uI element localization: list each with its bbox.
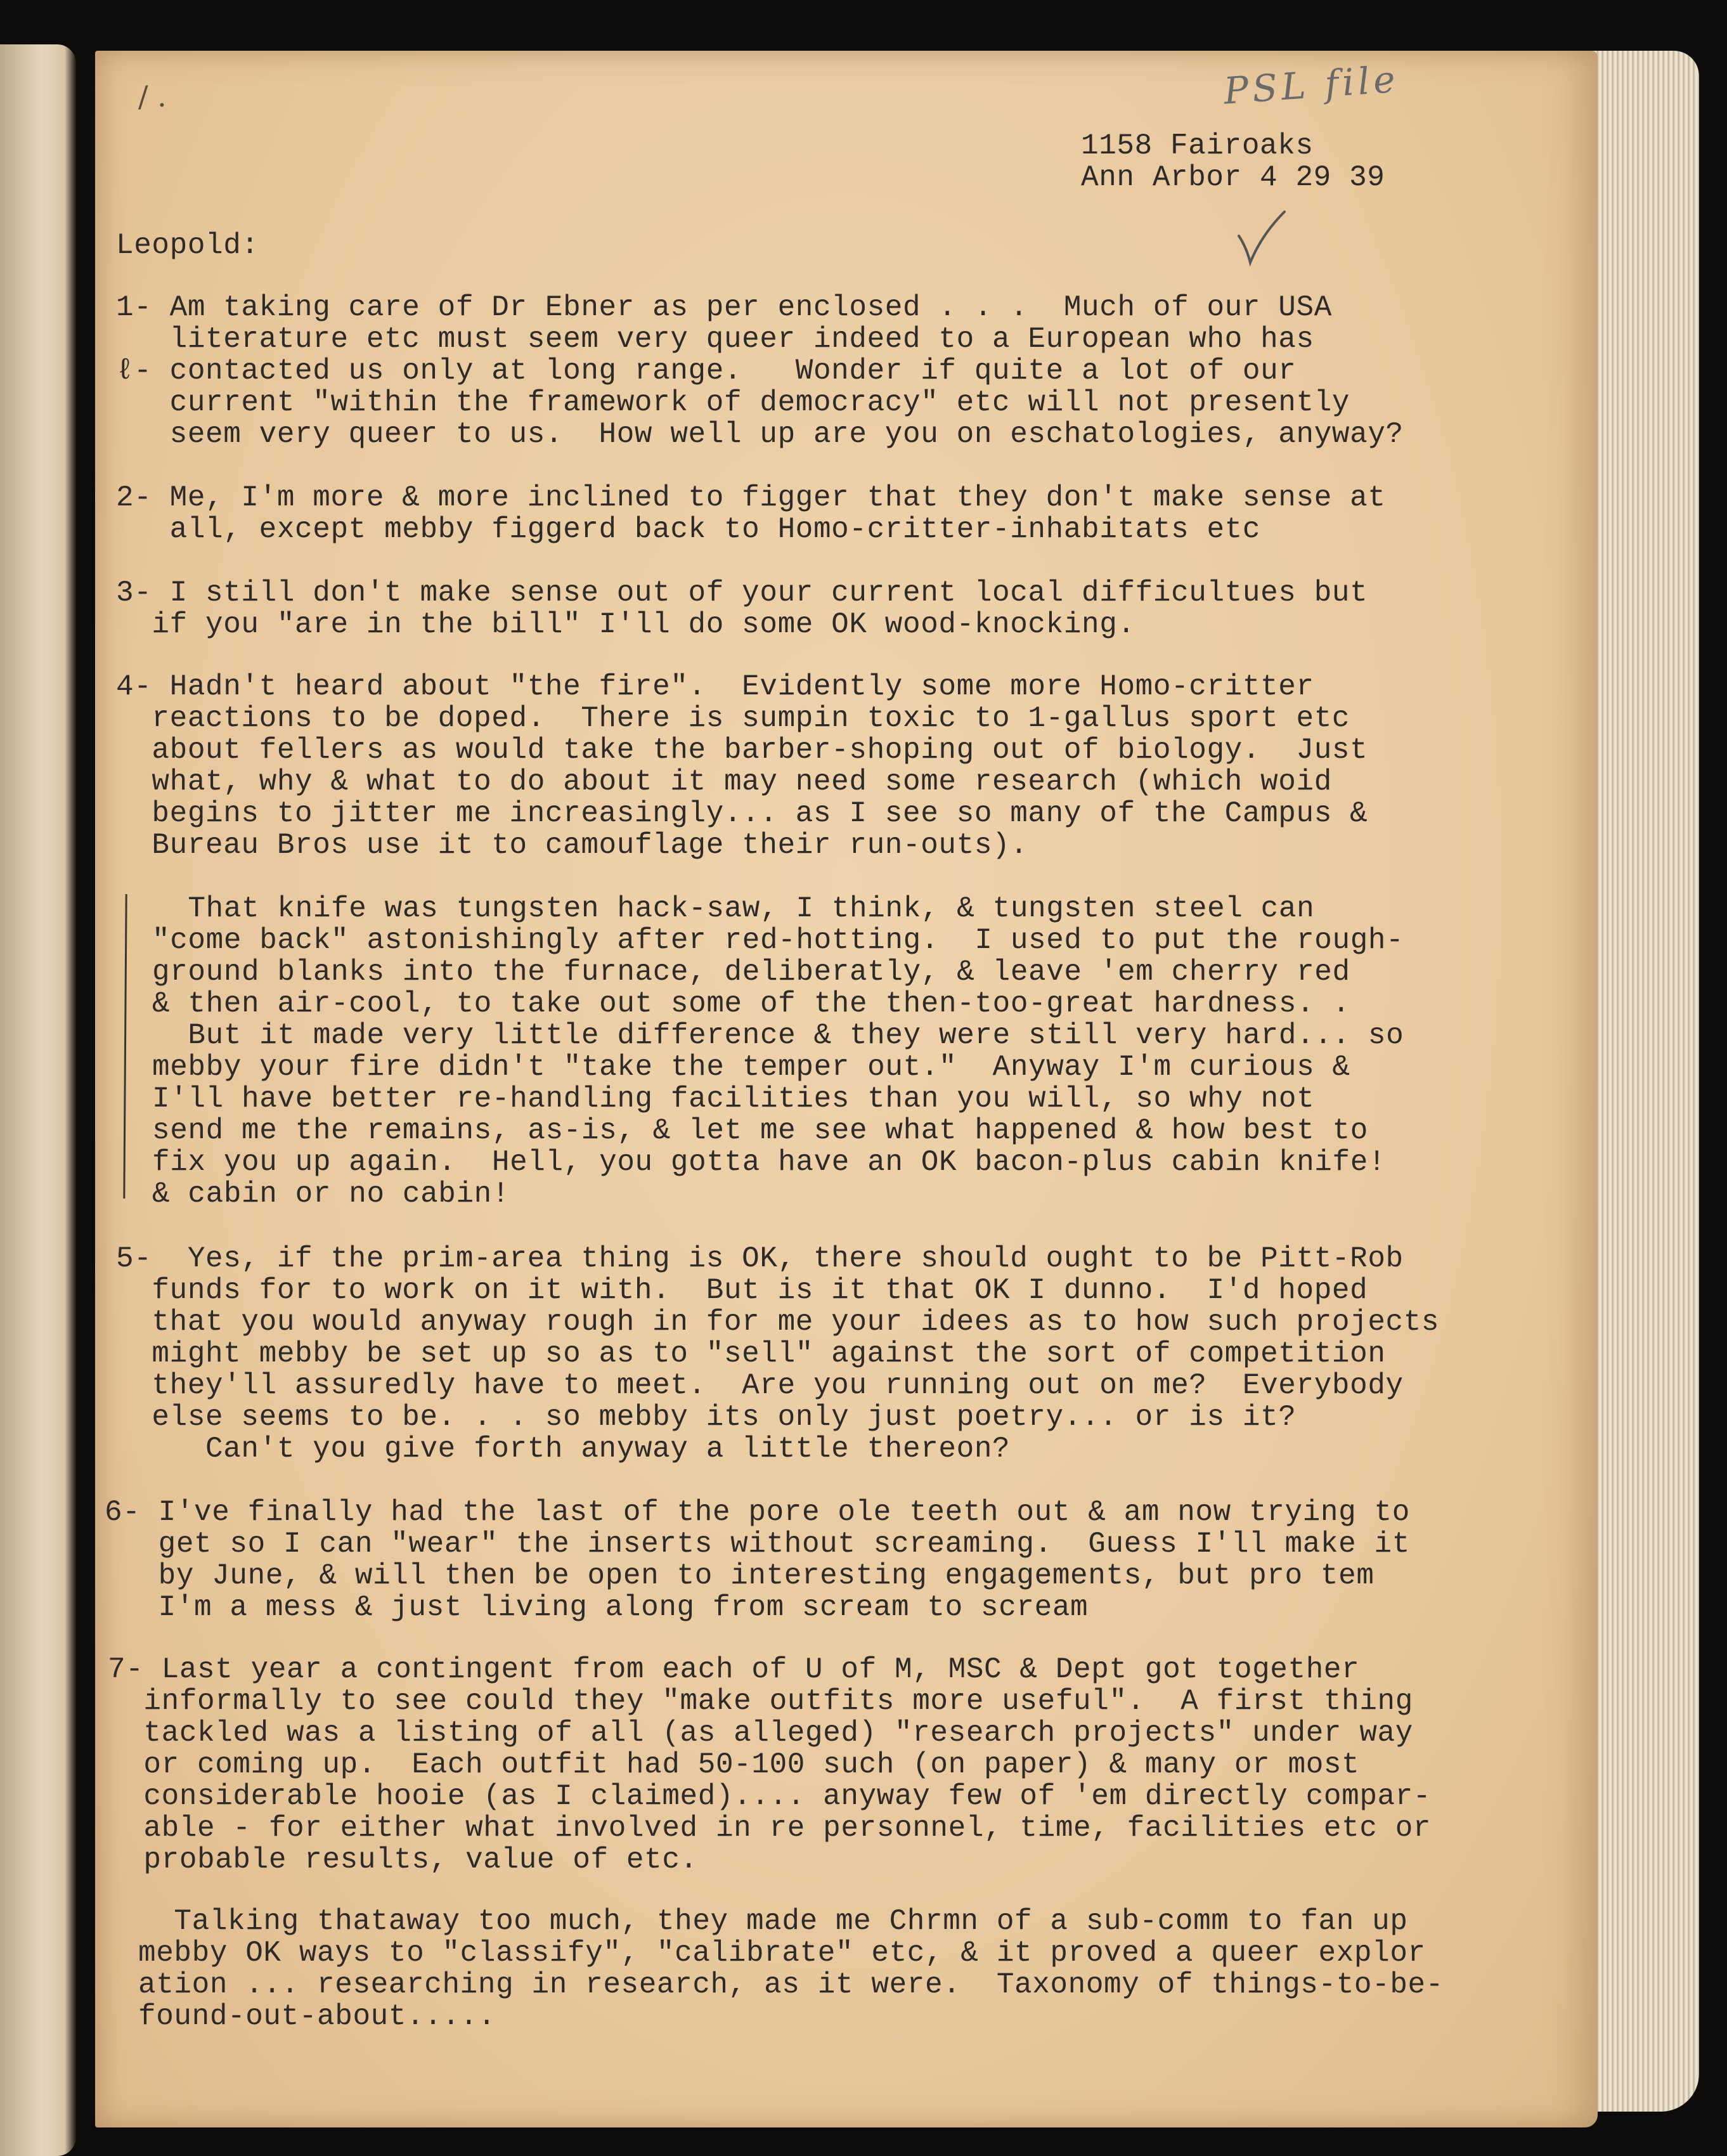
text-line: 1- Am taking care of Dr Ebner as per enclosed . . . Much of our USA <box>116 291 1332 324</box>
text-line: ation ... researching in research, as it were. Taxonomy of things-to-be- <box>138 1968 1444 2001</box>
text-line: 4- Hadn't heard about "the fire". Evidently some more Homo-critter <box>116 670 1314 703</box>
text-line: fix you up again. Hell, you gotta have an OK bacon-plus cabin knife! <box>152 1146 1387 1179</box>
check-mark-icon <box>1236 209 1287 266</box>
text-line: funds for to work on it with. But is it that OK I dunno. I'd hoped <box>116 1274 1368 1307</box>
text-line: they'll assuredly have to meet. Are you running out on me? Everybody <box>116 1369 1404 1402</box>
text-line: 7- Last year a contingent from each of U of M, MSC & Dept got together <box>108 1653 1360 1686</box>
text-line: informally to see could they "make outfits more useful". A first thing <box>108 1685 1413 1718</box>
text-line: literature etc must seem very queer indeed to a European who has <box>116 323 1314 356</box>
paragraph-5 <box>116 1243 1439 1465</box>
text-line: considerable hooie (as I claimed).... anyway few of 'em directly compar- <box>108 1780 1432 1813</box>
paragraph-knife <box>152 893 1404 1210</box>
text-line: 5- Yes, if the prim-area thing is OK, there should ought to be Pitt-Rob <box>116 1242 1404 1275</box>
paragraph-6 <box>105 1497 1410 1623</box>
text-line: found-out-about..... <box>138 2000 496 2033</box>
text-line: 3- I still don't make sense out of your current local difficultues but <box>116 576 1368 609</box>
text-line: ℓ- contacted us only at long range. Wonder if quite a lot of our <box>116 354 1297 387</box>
text-line: else seems to be. . . so mebby its only just poetry... or is it? <box>116 1401 1297 1434</box>
text-line: tackled was a listing of all (as alleged) "research projects" under way <box>108 1717 1413 1750</box>
text-line: But it made very little difference & they were still very hard... so <box>152 1019 1404 1052</box>
text-line: Talking thataway too much, they made me Chrmn of a sub-comm to fan up <box>138 1905 1408 1938</box>
text-line: send me the remains, as-is, & let me see what happened & how best to <box>152 1114 1368 1147</box>
text-line: ground blanks into the furnace, deliberatly, & leave 'em cherry red <box>152 956 1350 989</box>
text-line: current "within the framework of democracy" etc will not presently <box>116 386 1350 419</box>
text-line: 2- Me, I'm more & more inclined to figger that they don't make sense at <box>116 481 1386 514</box>
salutation: Leopold: <box>116 229 259 262</box>
text-line: "come back" astonishingly after red-hotting. I used to put the rough- <box>152 924 1404 957</box>
paragraph-4 <box>116 671 1368 861</box>
paragraph-7 <box>108 1654 1431 1876</box>
text-line: mebby OK ways to "classify", "calibrate" etc, & it proved a queer explor <box>138 1937 1426 1970</box>
text-line: Bureau Bros use it to camouflage their run-outs). <box>116 829 1028 862</box>
paragraph-taxonomy <box>138 1906 1444 2032</box>
text-line: & then air-cool, to take out some of the then-too-great hardness. . <box>152 987 1350 1020</box>
paragraph-2 <box>116 482 1386 545</box>
text-line: what, why & what to do about it may need some research (which woid <box>116 765 1332 798</box>
text-line: that you would anyway rough in for me your idees as to how such projects <box>116 1306 1440 1339</box>
text-line: if you "are in the bill" I'll do some OK wood-knocking. <box>116 608 1135 641</box>
text-line: by June, & will then be open to interesting engagements, but pro tem <box>105 1559 1374 1592</box>
text-line: might mebby be set up so as to "sell" against the sort of competition <box>116 1337 1386 1370</box>
text-line: able - for either what involved in re personnel, time, facilities etc or <box>108 1812 1432 1845</box>
text-line: all, except mebby figgerd back to Homo-critter-inhabitats etc <box>116 513 1261 546</box>
paragraph-3 <box>116 577 1368 640</box>
text-line: about fellers as would take the barber-shoping out of biology. Just <box>116 734 1368 767</box>
text-line: begins to jitter me increasingly... as I see so many of the Campus & <box>116 797 1368 830</box>
return-address <box>1081 130 1385 193</box>
corner-pencil-mark: / . <box>138 79 167 114</box>
text-line: mebby your fire didn't "take the temper out." Anyway I'm curious & <box>152 1051 1350 1084</box>
text-line: or coming up. Each outfit had 50-100 such (on paper) & many or most <box>108 1748 1360 1781</box>
facing-page-edge <box>0 44 76 2156</box>
text-line: & cabin or no cabin! <box>152 1178 510 1211</box>
text-line: seem very queer to us. How well up are you on eschatologies, anyway? <box>116 418 1404 451</box>
text-line: get so I can "wear" the inserts without screaming. Guess I'll make it <box>105 1528 1410 1561</box>
address-line-city-date: Ann Arbor 4 29 39 <box>1081 161 1385 194</box>
text-line: reactions to be doped. There is sumpin toxic to 1-gallus sport etc <box>116 702 1350 735</box>
handwritten-file-note: PSL file <box>1222 57 1400 113</box>
text-line: Can't you give forth anyway a little thereon? <box>116 1432 1011 1465</box>
address-line-street: 1158 Fairoaks <box>1081 129 1314 162</box>
text-line: I'll have better re-handling facilities than you will, so why not <box>152 1082 1315 1115</box>
text-line: I'm a mess & just living along from scream to scream <box>105 1591 1089 1624</box>
text-line: That knife was tungsten hack-saw, I think, & tungsten steel can <box>152 892 1315 925</box>
text-line: probable results, value of etc. <box>108 1843 698 1876</box>
text-line: 6- I've finally had the last of the pore ole teeth out & am now trying to <box>105 1496 1410 1529</box>
paragraph-1 <box>116 292 1404 450</box>
